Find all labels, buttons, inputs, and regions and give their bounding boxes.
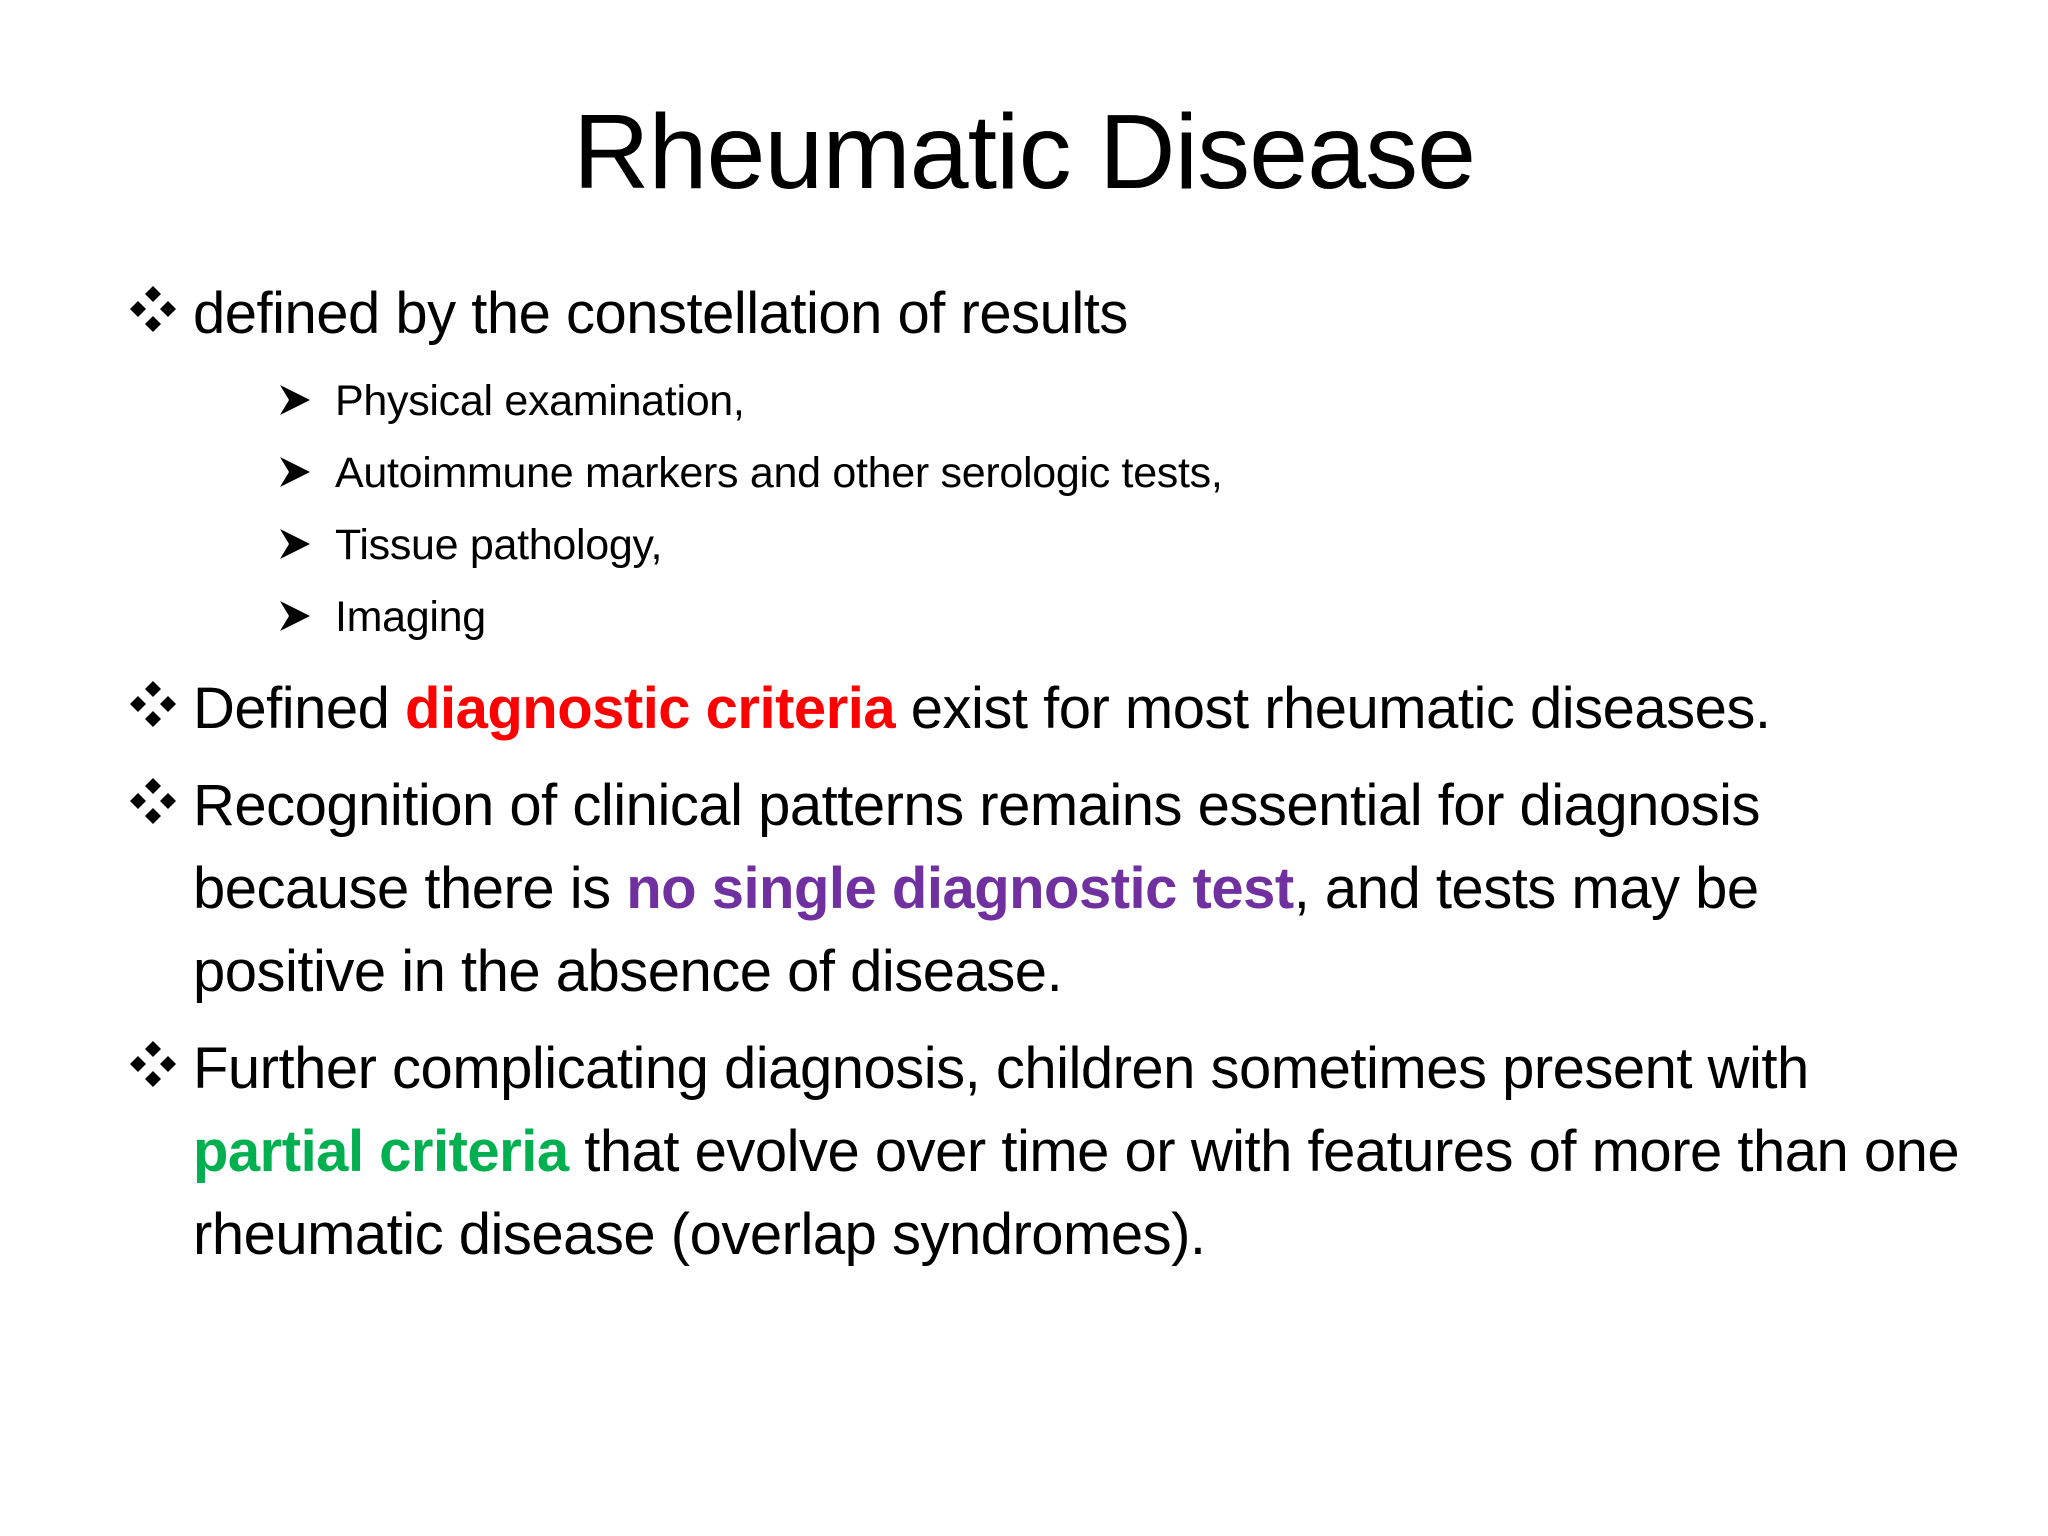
four-diamond-bullet-icon (130, 681, 176, 727)
bullet-text-post: exist for most rheumatic diseases. (895, 676, 1771, 741)
sub-bullet-text: Physical examination, (335, 377, 745, 425)
bullet-item (130, 272, 1960, 653)
four-diamond-bullet-icon (130, 286, 176, 332)
four-diamond-bullet-icon (130, 1041, 176, 1087)
bullet-item (130, 764, 1960, 1013)
sub-bullet-text: Tissue pathology, (335, 521, 663, 569)
bullet-text-pre: Defined (193, 676, 406, 741)
four-diamond-bullet-icon (130, 778, 176, 824)
sub-bullet-list (193, 365, 1960, 653)
highlight-partial-criteria: partial criteria (193, 1119, 569, 1184)
sub-bullet-text: Autoimmune markers and other serologic tests, (335, 449, 1223, 497)
bullet-item (130, 1027, 1960, 1276)
highlight-no-single-test: no single diagnostic test (626, 856, 1294, 921)
sub-bullet-item (193, 437, 1960, 509)
sub-bullet-text: Imaging (335, 593, 486, 641)
bullet-text-pre: Recognition of clinical patterns remains essential for diagnosis because there is (193, 773, 1761, 921)
bullet-text: defined by the constellation of results (193, 281, 1128, 346)
arrowhead-bullet-icon (280, 457, 310, 487)
bullet-item (130, 667, 1960, 750)
bullet-text-post: that evolve over time or with features of more than one rheumatic disease (overlap syndromes). (193, 1119, 1960, 1267)
arrowhead-bullet-icon (280, 529, 310, 559)
highlight-diagnostic-criteria: diagnostic criteria (405, 676, 896, 741)
sub-bullet-item (193, 581, 1960, 653)
bullet-list (130, 272, 1960, 1276)
sub-bullet-item (193, 365, 1960, 437)
arrowhead-bullet-icon (280, 385, 310, 415)
bullet-text-post: , and tests may be positive in the absence of disease. (193, 856, 1759, 1004)
arrowhead-bullet-icon (280, 601, 310, 631)
sub-bullet-item (193, 509, 1960, 581)
slide-title: Rheumatic Disease (572, 93, 1476, 211)
bullet-text-pre: Further complicating diagnosis, children sometimes present with (193, 1036, 1809, 1101)
